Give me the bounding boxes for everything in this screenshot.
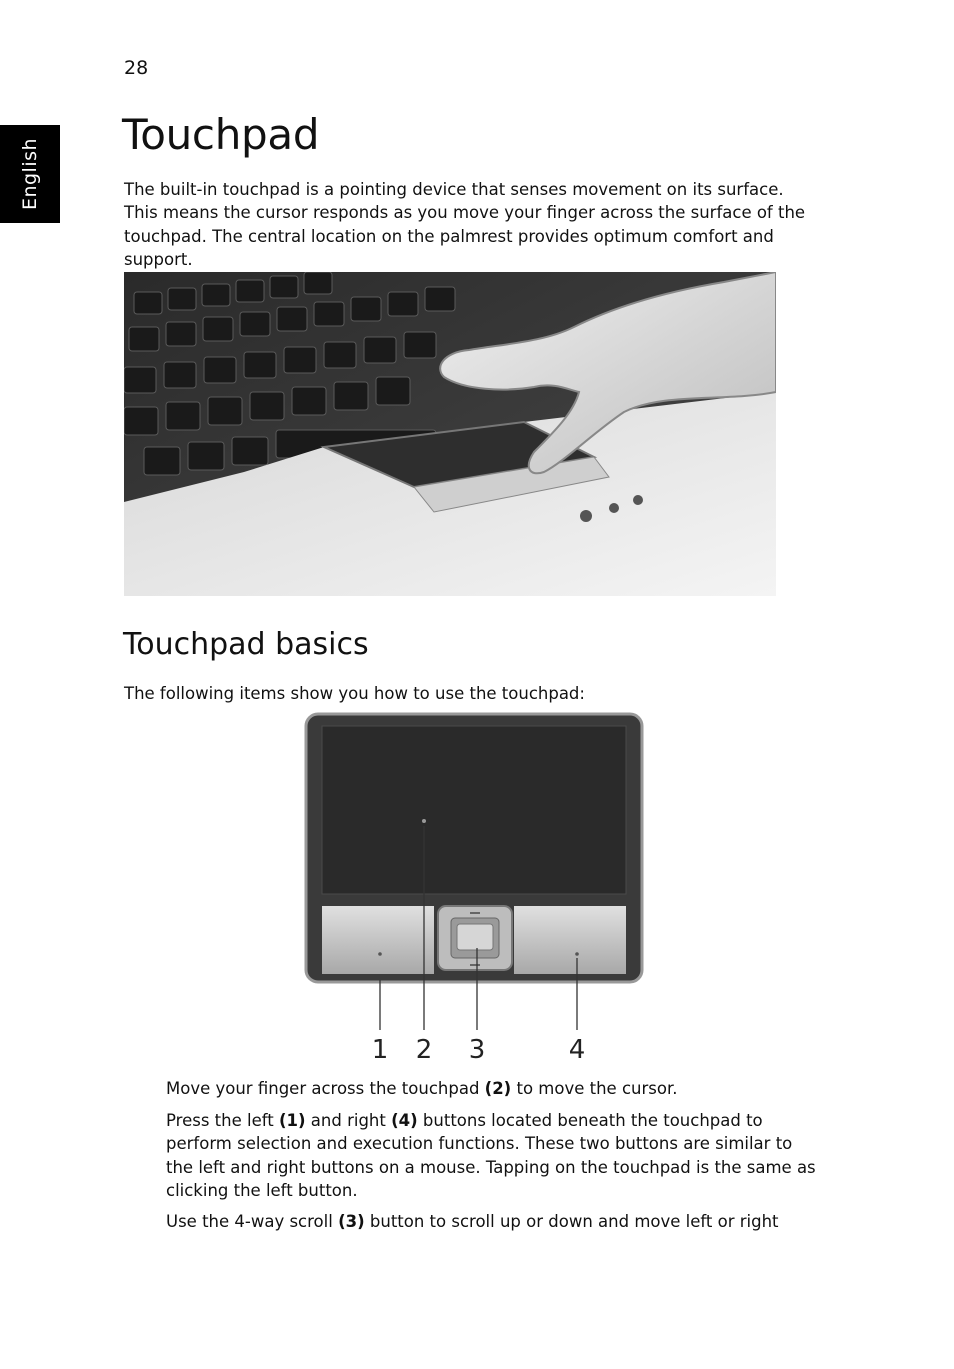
laptop-touchpad-photo (124, 272, 776, 596)
intro-paragraph: The built-in touchpad is a pointing device that senses movement on its surface. This means the cursor responds as you move your finger across the surface of the touchpad. The central location on the palmrest provides optimum comfort and support. (124, 180, 806, 269)
page-title: Touchpad (122, 110, 320, 159)
callout-2: 2 (415, 1035, 433, 1065)
touchpad-diagram (300, 708, 650, 1068)
section-heading: Touchpad basics (123, 627, 369, 662)
page-number: 28 (124, 57, 149, 79)
language-tab (0, 125, 60, 223)
left-button (322, 906, 434, 974)
right-button (514, 906, 626, 974)
instruction-scroll: Use the 4-way scroll (3) button to scroll up or down and move left or right (166, 1212, 779, 1231)
callout-4: 4 (568, 1035, 586, 1065)
language-tab-label: English (19, 137, 41, 211)
section-lead: The following items show you how to use the touchpad: (124, 684, 585, 703)
instruction-move-cursor: Move your finger across the touchpad (2) to move the cursor. (166, 1079, 678, 1098)
touchpad-area (322, 726, 626, 894)
callout-3: 3 (468, 1035, 486, 1065)
callout-1: 1 (371, 1035, 389, 1065)
instruction-buttons: Press the left (1) and right (4) buttons located beneath the touchpad to perform selection and execution functions. These two buttons are similar to the left and right buttons on a mouse. Tapping on the touchpad is the same as clicking the left button. (166, 1111, 816, 1200)
